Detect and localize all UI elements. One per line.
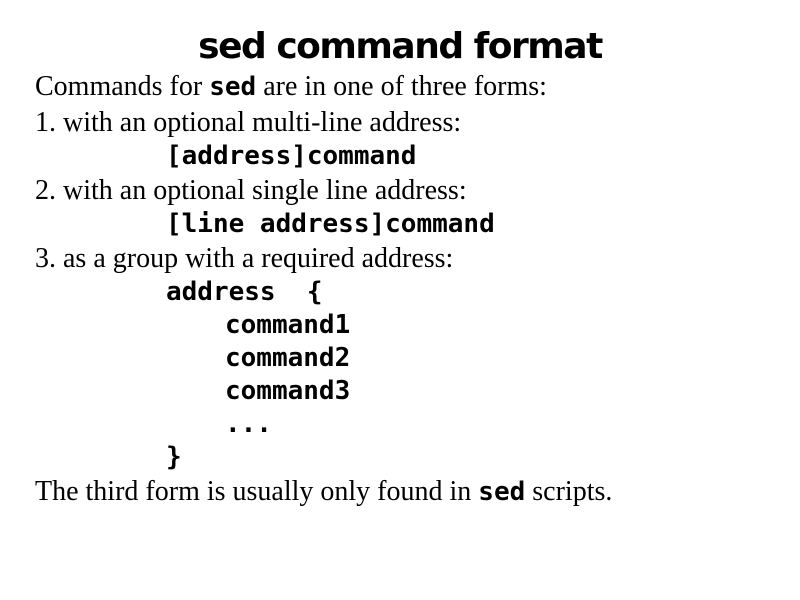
text-span: 1. with an optional multi-line address: (35, 107, 462, 138)
text-span: 3. as a group with a required address: (35, 243, 454, 274)
text-line (35, 69, 795, 105)
code-line: [line address]command (166, 209, 495, 239)
code-line: command3 (225, 376, 351, 406)
text-line (35, 474, 795, 510)
code-line: command1 (225, 310, 351, 340)
text-span: are in one of three forms: (256, 71, 547, 102)
code-line: command2 (225, 343, 351, 373)
code-line: [address]command (166, 141, 417, 171)
code-line: ... (225, 409, 272, 439)
text-span: The third form is usually only found in (35, 476, 479, 507)
text-line (35, 241, 795, 276)
inline-code: sed (209, 72, 257, 102)
slide-title: sed command format (198, 26, 602, 67)
text-line (35, 173, 795, 208)
code-line: address { (166, 277, 323, 307)
text-span: 2. with an optional single line address: (35, 175, 467, 206)
slide-body (35, 69, 795, 510)
code-line: } (166, 442, 182, 472)
text-span: Commands for (35, 71, 210, 102)
text-line (35, 105, 795, 140)
text-span: scripts. (525, 476, 613, 507)
inline-code: sed (478, 477, 526, 507)
